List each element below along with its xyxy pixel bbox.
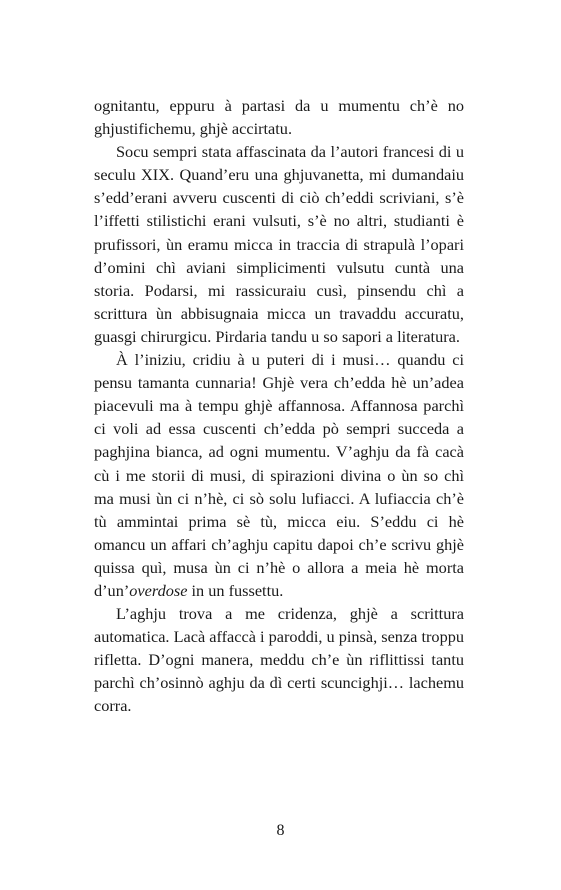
- paragraph-muses-text: À l’iniziu, cridiu à u puteri di i musi… quandu ci pensu tamanta cunnaria! Ghjè vera ch’edda hè un’adea piacevuli ma à tempu ghjè affannosa. Affannosa parchì ci voli ad essa cuscenti ch’edda pò sempri succeda a paghjina bianca, ad ogni mumentu. V’aghju da fà cacà cù i me storii di musi, di spirazioni divina o ùn so chì ma musi ùn ci n’hè, ci sò solu lufiacci. A lufiaccia ch’è tù ammintai prima sè tù, micca eiu. S’eddu ci hè omancu un affari ch’aghju capitu dapoi ch’e scrivu ghjè quissa quì, musa ùn ci n’hè o allora a meia hè morta d’un’: [94, 350, 464, 600]
- paragraph-muses-tail: in un fussettu.: [187, 580, 284, 600]
- italic-word: overdose: [129, 580, 188, 600]
- page-number: 8: [276, 822, 285, 839]
- body-text: [94, 94, 464, 718]
- paragraph-automatic-writing: L’aghju trova a me cridenza, ghjè a scrittura automatica. Lacà affaccà i paroddi, u pinsà, senza troppu rifletta. D’ogni manera, meddu ch’e ùn riflittissi tantu parchì ch’osinnò aghju da dì certi scuncighji… lachemu corra.: [94, 604, 464, 716]
- paragraph-authors: Socu sempri stata affascinata da l’autori francesi di u seculu XIX. Quand’eru una ghjuvanetta, mi dumandaiu s’edd’erani avveru cuscenti di ciò ch’eddi scriviani, s’è l’iffetti stilistichi erani vulsuti, s’è no altri, studianti è prufissori, ùn eramu micca in traccia di strapulà l’opari d’omini chì aviani simplicimenti vulsutu cuntà una storia. Podarsi, mi rassicuraiu cusì, pinsendu chì a scrittura ùn abbisugnaia micca un travaddu accuratu, guasgi chirurgicu. Pirdaria tandu u so sapori a literatura.: [94, 142, 464, 346]
- paragraph-muses: [94, 348, 464, 602]
- paragraph-continuation: ognitantu, eppuru à partasi da u mumentu ch’è no ghjustifichemu, ghjè accirtatu.: [94, 96, 464, 139]
